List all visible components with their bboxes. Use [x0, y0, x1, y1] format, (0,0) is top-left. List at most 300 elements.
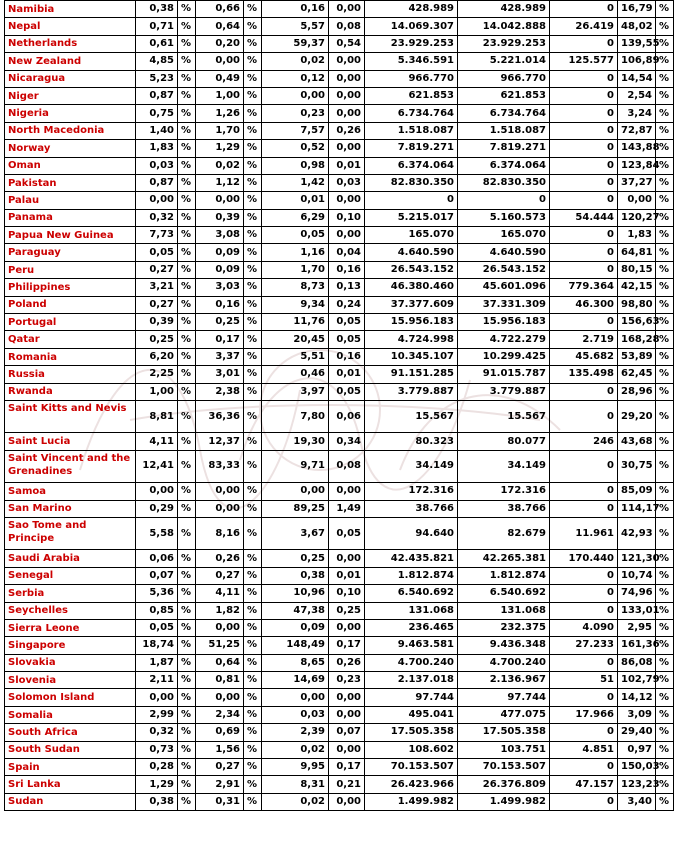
value-5: 15.567: [365, 400, 458, 432]
value-3: 0,03: [262, 706, 329, 723]
value-4: 0,00: [329, 689, 365, 706]
percent-sign: %: [656, 550, 674, 567]
percent-sign: %: [178, 759, 196, 776]
value-6: 38.766: [458, 500, 550, 517]
value-5: 38.766: [365, 500, 458, 517]
value-1: 0,87: [136, 87, 178, 104]
percent-sign: %: [244, 105, 262, 122]
country-name: Serbia: [5, 585, 136, 602]
value-7: 46.300: [550, 296, 618, 313]
value-3: 0,00: [262, 689, 329, 706]
value-4: 0,05: [329, 383, 365, 400]
country-name: Paraguay: [5, 244, 136, 261]
value-6: 428.989: [458, 1, 550, 18]
table-row: [5, 314, 674, 331]
value-2: 3,03: [196, 279, 244, 296]
value-5: 34.149: [365, 450, 458, 482]
value-1: 3,21: [136, 279, 178, 296]
value-7: 0: [550, 689, 618, 706]
value-6: 42.265.381: [458, 550, 550, 567]
value-2: 0,49: [196, 70, 244, 87]
value-5: 5.215.017: [365, 209, 458, 226]
value-4: 0,00: [329, 706, 365, 723]
percent-sign: %: [656, 400, 674, 432]
table-row: [5, 227, 674, 244]
value-8: 2,54: [618, 87, 656, 104]
value-2: 0,00: [196, 53, 244, 70]
value-3: 0,25: [262, 550, 329, 567]
value-5: 26.543.152: [365, 261, 458, 278]
percent-sign: %: [244, 122, 262, 139]
value-2: 0,25: [196, 314, 244, 331]
percent-sign: %: [656, 776, 674, 793]
value-8: 2,95: [618, 619, 656, 636]
value-5: 0: [365, 192, 458, 209]
value-7: 0: [550, 585, 618, 602]
value-1: 1,40: [136, 122, 178, 139]
country-name: Senegal: [5, 567, 136, 584]
value-1: 2,99: [136, 706, 178, 723]
table-row: [5, 585, 674, 602]
country-name: Saudi Arabia: [5, 550, 136, 567]
value-1: 0,00: [136, 483, 178, 500]
percent-sign: %: [178, 157, 196, 174]
percent-sign: %: [244, 348, 262, 365]
percent-sign: %: [656, 314, 674, 331]
value-2: 0,00: [196, 192, 244, 209]
value-6: 4.640.590: [458, 244, 550, 261]
percent-sign: %: [244, 261, 262, 278]
value-1: 0,85: [136, 602, 178, 619]
value-6: 9.436.348: [458, 637, 550, 654]
value-3: 14,69: [262, 672, 329, 689]
value-5: 3.779.887: [365, 383, 458, 400]
value-7: 4.851: [550, 741, 618, 758]
table-row: [5, 776, 674, 793]
value-6: 103.751: [458, 741, 550, 758]
table-row: [5, 654, 674, 671]
value-2: 0,02: [196, 157, 244, 174]
country-name: Rwanda: [5, 383, 136, 400]
value-6: 14.042.888: [458, 18, 550, 35]
value-7: 0: [550, 70, 618, 87]
value-2: 0,26: [196, 550, 244, 567]
value-3: 7,57: [262, 122, 329, 139]
value-3: 89,25: [262, 500, 329, 517]
value-4: 1,49: [329, 500, 365, 517]
country-name: South Africa: [5, 724, 136, 741]
value-8: 98,80: [618, 296, 656, 313]
percent-sign: %: [656, 724, 674, 741]
value-2: 0,00: [196, 483, 244, 500]
table-row: [5, 279, 674, 296]
value-6: 1.518.087: [458, 122, 550, 139]
percent-sign: %: [244, 567, 262, 584]
value-8: 3,24: [618, 105, 656, 122]
value-8: 123,23: [618, 776, 656, 793]
value-6: 26.376.809: [458, 776, 550, 793]
value-4: 0,21: [329, 776, 365, 793]
value-1: 0,00: [136, 689, 178, 706]
country-name: Slovenia: [5, 672, 136, 689]
value-2: 0,39: [196, 209, 244, 226]
value-4: 0,26: [329, 122, 365, 139]
percent-sign: %: [244, 35, 262, 52]
percent-sign: %: [178, 776, 196, 793]
value-2: 1,12: [196, 174, 244, 191]
country-name: Samoa: [5, 483, 136, 500]
value-7: 170.440: [550, 550, 618, 567]
value-7: 779.364: [550, 279, 618, 296]
value-4: 0,08: [329, 450, 365, 482]
value-3: 0,02: [262, 741, 329, 758]
value-3: 2,39: [262, 724, 329, 741]
percent-sign: %: [244, 279, 262, 296]
percent-sign: %: [244, 331, 262, 348]
value-5: 80.323: [365, 433, 458, 450]
value-6: 477.075: [458, 706, 550, 723]
value-4: 0,01: [329, 157, 365, 174]
percent-sign: %: [656, 279, 674, 296]
value-5: 14.069.307: [365, 18, 458, 35]
value-4: 0,13: [329, 279, 365, 296]
percent-sign: %: [244, 227, 262, 244]
value-8: 29,40: [618, 724, 656, 741]
value-6: 80.077: [458, 433, 550, 450]
country-name: Sao Tome and Principe: [5, 517, 136, 549]
table-row: [5, 244, 674, 261]
value-5: 966.770: [365, 70, 458, 87]
value-6: 23.929.253: [458, 35, 550, 52]
country-name: Panama: [5, 209, 136, 226]
value-2: 36,36: [196, 400, 244, 432]
value-7: 17.966: [550, 706, 618, 723]
value-5: 7.819.271: [365, 140, 458, 157]
value-3: 59,37: [262, 35, 329, 52]
percent-sign: %: [244, 433, 262, 450]
value-4: 0,17: [329, 759, 365, 776]
value-7: 2.719: [550, 331, 618, 348]
country-name: South Sudan: [5, 741, 136, 758]
percent-sign: %: [656, 602, 674, 619]
percent-sign: %: [178, 331, 196, 348]
percent-sign: %: [656, 793, 674, 810]
value-1: 0,71: [136, 18, 178, 35]
value-6: 5.160.573: [458, 209, 550, 226]
value-4: 0,26: [329, 654, 365, 671]
value-6: 2.136.967: [458, 672, 550, 689]
value-1: 6,20: [136, 348, 178, 365]
percent-sign: %: [178, 35, 196, 52]
country-name: Singapore: [5, 637, 136, 654]
country-name: Pakistan: [5, 174, 136, 191]
value-8: 30,75: [618, 450, 656, 482]
percent-sign: %: [656, 567, 674, 584]
percent-sign: %: [244, 776, 262, 793]
value-3: 9,71: [262, 450, 329, 482]
value-3: 47,38: [262, 602, 329, 619]
percent-sign: %: [178, 314, 196, 331]
value-5: 1.812.874: [365, 567, 458, 584]
value-7: 0: [550, 314, 618, 331]
percent-sign: %: [656, 433, 674, 450]
table-row: [5, 366, 674, 383]
percent-sign: %: [178, 140, 196, 157]
percent-sign: %: [244, 517, 262, 549]
table-row: [5, 567, 674, 584]
value-3: 148,49: [262, 637, 329, 654]
value-3: 1,70: [262, 261, 329, 278]
table-row: [5, 619, 674, 636]
value-1: 0,05: [136, 244, 178, 261]
table-row: [5, 18, 674, 35]
value-7: 0: [550, 261, 618, 278]
value-3: 0,00: [262, 87, 329, 104]
percent-sign: %: [656, 227, 674, 244]
value-2: 0,81: [196, 672, 244, 689]
value-8: 3,40: [618, 793, 656, 810]
value-2: 1,70: [196, 122, 244, 139]
table-row: [5, 759, 674, 776]
table-row: [5, 550, 674, 567]
value-3: 0,23: [262, 105, 329, 122]
value-3: 7,80: [262, 400, 329, 432]
value-6: 82.830.350: [458, 174, 550, 191]
value-5: 17.505.358: [365, 724, 458, 741]
value-3: 8,65: [262, 654, 329, 671]
value-5: 46.380.460: [365, 279, 458, 296]
value-5: 6.734.764: [365, 105, 458, 122]
percent-sign: %: [178, 793, 196, 810]
percent-sign: %: [656, 192, 674, 209]
value-2: 51,25: [196, 637, 244, 654]
table-row: [5, 140, 674, 157]
percent-sign: %: [244, 1, 262, 18]
value-8: 121,30: [618, 550, 656, 567]
value-6: 82.679: [458, 517, 550, 549]
value-7: 0: [550, 793, 618, 810]
percent-sign: %: [244, 70, 262, 87]
value-6: 10.299.425: [458, 348, 550, 365]
value-2: 1,00: [196, 87, 244, 104]
value-5: 5.346.591: [365, 53, 458, 70]
value-3: 0,98: [262, 157, 329, 174]
value-1: 18,74: [136, 637, 178, 654]
percent-sign: %: [178, 296, 196, 313]
percent-sign: %: [656, 366, 674, 383]
value-2: 8,16: [196, 517, 244, 549]
value-1: 5,58: [136, 517, 178, 549]
value-7: 27.233: [550, 637, 618, 654]
country-name: Oman: [5, 157, 136, 174]
value-5: 6.540.692: [365, 585, 458, 602]
value-7: 11.961: [550, 517, 618, 549]
value-7: 54.444: [550, 209, 618, 226]
value-2: 0,09: [196, 261, 244, 278]
value-3: 0,02: [262, 53, 329, 70]
percent-sign: %: [244, 483, 262, 500]
country-name: Sudan: [5, 793, 136, 810]
value-8: 106,89: [618, 53, 656, 70]
percent-sign: %: [656, 331, 674, 348]
value-1: 7,73: [136, 227, 178, 244]
value-6: 7.819.271: [458, 140, 550, 157]
value-8: 114,17: [618, 500, 656, 517]
table-row: [5, 433, 674, 450]
percent-sign: %: [178, 174, 196, 191]
percent-sign: %: [656, 517, 674, 549]
percent-sign: %: [178, 366, 196, 383]
country-name: Namibia: [5, 1, 136, 18]
value-6: 26.543.152: [458, 261, 550, 278]
value-4: 0,08: [329, 18, 365, 35]
value-4: 0,24: [329, 296, 365, 313]
value-3: 0,00: [262, 483, 329, 500]
percent-sign: %: [656, 450, 674, 482]
value-5: 91.151.285: [365, 366, 458, 383]
percent-sign: %: [178, 400, 196, 432]
country-name: Norway: [5, 140, 136, 157]
value-6: 34.149: [458, 450, 550, 482]
value-8: 64,81: [618, 244, 656, 261]
value-8: 143,88: [618, 140, 656, 157]
value-2: 1,56: [196, 741, 244, 758]
value-8: 102,79: [618, 672, 656, 689]
value-7: 0: [550, 192, 618, 209]
value-1: 8,81: [136, 400, 178, 432]
table-row: [5, 724, 674, 741]
value-1: 0,25: [136, 331, 178, 348]
value-1: 0,87: [136, 174, 178, 191]
value-7: 0: [550, 140, 618, 157]
percent-sign: %: [178, 227, 196, 244]
value-1: 0,32: [136, 209, 178, 226]
value-4: 0,01: [329, 366, 365, 383]
value-7: 45.682: [550, 348, 618, 365]
value-6: 4.700.240: [458, 654, 550, 671]
value-8: 53,89: [618, 348, 656, 365]
value-2: 0,66: [196, 1, 244, 18]
table-row: [5, 1, 674, 18]
percent-sign: %: [656, 383, 674, 400]
value-8: 80,15: [618, 261, 656, 278]
value-3: 1,42: [262, 174, 329, 191]
value-7: 0: [550, 759, 618, 776]
value-5: 70.153.507: [365, 759, 458, 776]
value-8: 74,96: [618, 585, 656, 602]
value-8: 16,79: [618, 1, 656, 18]
value-1: 1,29: [136, 776, 178, 793]
value-6: 70.153.507: [458, 759, 550, 776]
value-8: 28,96: [618, 383, 656, 400]
value-4: 0,16: [329, 261, 365, 278]
value-1: 2,25: [136, 366, 178, 383]
value-6: 131.068: [458, 602, 550, 619]
value-6: 45.601.096: [458, 279, 550, 296]
value-6: 97.744: [458, 689, 550, 706]
value-3: 1,16: [262, 244, 329, 261]
country-name: Nigeria: [5, 105, 136, 122]
country-name: Nepal: [5, 18, 136, 35]
value-3: 0,05: [262, 227, 329, 244]
value-8: 133,01: [618, 602, 656, 619]
percent-sign: %: [656, 654, 674, 671]
value-8: 43,68: [618, 433, 656, 450]
value-8: 0,00: [618, 192, 656, 209]
value-8: 10,74: [618, 567, 656, 584]
value-8: 0,97: [618, 741, 656, 758]
value-7: 246: [550, 433, 618, 450]
percent-sign: %: [178, 18, 196, 35]
value-2: 1,82: [196, 602, 244, 619]
value-4: 0,05: [329, 517, 365, 549]
value-5: 236.465: [365, 619, 458, 636]
percent-sign: %: [244, 724, 262, 741]
percent-sign: %: [244, 209, 262, 226]
percent-sign: %: [244, 296, 262, 313]
percent-sign: %: [656, 759, 674, 776]
percent-sign: %: [244, 741, 262, 758]
percent-sign: %: [178, 654, 196, 671]
percent-sign: %: [656, 689, 674, 706]
percent-sign: %: [656, 1, 674, 18]
value-4: 0,05: [329, 314, 365, 331]
percent-sign: %: [178, 105, 196, 122]
value-3: 11,76: [262, 314, 329, 331]
value-3: 8,73: [262, 279, 329, 296]
percent-sign: %: [656, 637, 674, 654]
value-2: 0,09: [196, 244, 244, 261]
value-4: 0,03: [329, 174, 365, 191]
value-1: 4,85: [136, 53, 178, 70]
value-8: 42,15: [618, 279, 656, 296]
value-2: 0,31: [196, 793, 244, 810]
value-5: 131.068: [365, 602, 458, 619]
value-5: 1.518.087: [365, 122, 458, 139]
percent-sign: %: [656, 706, 674, 723]
value-4: 0,00: [329, 105, 365, 122]
value-2: 1,29: [196, 140, 244, 157]
percent-sign: %: [244, 706, 262, 723]
value-8: 14,12: [618, 689, 656, 706]
percent-sign: %: [178, 279, 196, 296]
percent-sign: %: [178, 209, 196, 226]
percent-sign: %: [178, 619, 196, 636]
value-6: 6.734.764: [458, 105, 550, 122]
value-5: 495.041: [365, 706, 458, 723]
percent-sign: %: [656, 122, 674, 139]
percent-sign: %: [244, 619, 262, 636]
value-1: 0,29: [136, 500, 178, 517]
percent-sign: %: [244, 53, 262, 70]
value-6: 966.770: [458, 70, 550, 87]
value-3: 9,95: [262, 759, 329, 776]
percent-sign: %: [656, 741, 674, 758]
value-5: 6.374.064: [365, 157, 458, 174]
value-3: 3,67: [262, 517, 329, 549]
percent-sign: %: [244, 383, 262, 400]
table-row: [5, 122, 674, 139]
percent-sign: %: [178, 433, 196, 450]
percent-sign: %: [178, 500, 196, 517]
value-5: 4.724.998: [365, 331, 458, 348]
percent-sign: %: [656, 296, 674, 313]
percent-sign: %: [244, 18, 262, 35]
percent-sign: %: [178, 122, 196, 139]
percent-sign: %: [178, 706, 196, 723]
country-name: Nicaragua: [5, 70, 136, 87]
table-row: [5, 261, 674, 278]
